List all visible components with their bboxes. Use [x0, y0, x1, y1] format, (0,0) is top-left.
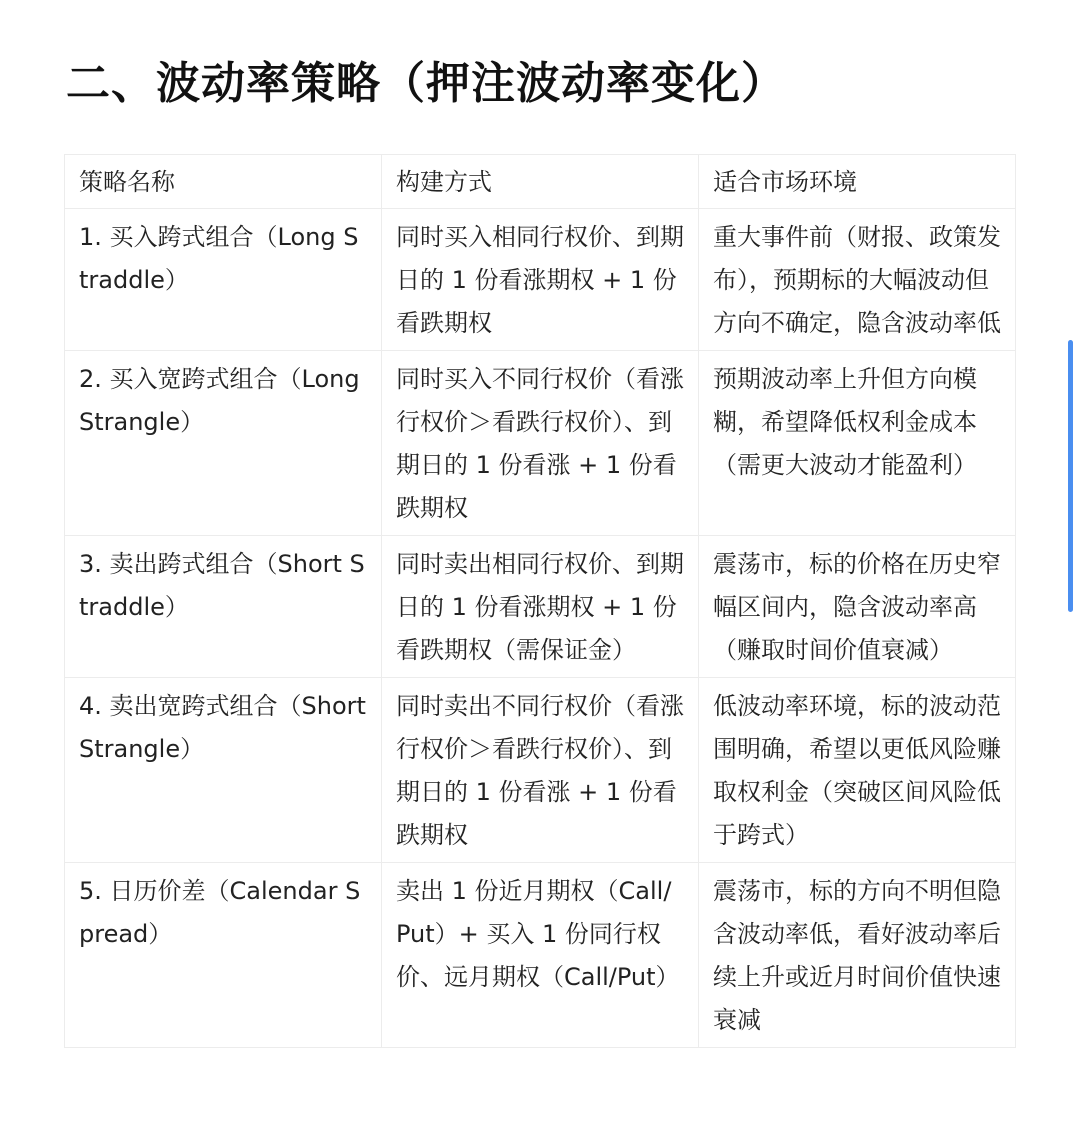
environment-cell: 震荡市，标的价格在历史窄幅区间内，隐含波动率高（赚取时间价值衰减）	[699, 536, 1016, 678]
construction-cell: 同时买入不同行权价（看涨行权价＞看跌行权价）、到期日的 1 份看涨 + 1 份看跌期权	[382, 351, 699, 536]
environment-cell: 重大事件前（财报、政策发布），预期标的大幅波动但方向不确定，隐含波动率低	[699, 209, 1016, 351]
header-strategy-name: 策略名称	[65, 155, 382, 209]
table-row	[65, 863, 1016, 1048]
construction-cell: 卖出 1 份近月期权（Call/Put）+ 买入 1 份同行权价、远月期权（Call/Put）	[382, 863, 699, 1048]
table-row	[65, 678, 1016, 863]
construction-cell: 同时卖出不同行权价（看涨行权价＞看跌行权价）、到期日的 1 份看涨 + 1 份看跌期权	[382, 678, 699, 863]
environment-cell: 震荡市，标的方向不明但隐含波动率低，看好波动率后续上升或近月时间价值快速衰减	[699, 863, 1016, 1048]
header-construction: 构建方式	[382, 155, 699, 209]
strategy-table	[64, 154, 1016, 1048]
strategy-name-cell: 2. 买入宽跨式组合（Long Strangle）	[65, 351, 382, 536]
construction-cell: 同时卖出相同行权价、到期日的 1 份看涨期权 + 1 份看跌期权（需保证金）	[382, 536, 699, 678]
strategy-name-cell: 1. 买入跨式组合（Long Straddle）	[65, 209, 382, 351]
header-market-environment: 适合市场环境	[699, 155, 1016, 209]
page-title: 二、波动率策略（押注波动率变化）	[66, 58, 786, 109]
construction-cell: 同时买入相同行权价、到期日的 1 份看涨期权 + 1 份看跌期权	[382, 209, 699, 351]
environment-cell: 低波动率环境，标的波动范围明确，希望以更低风险赚取权利金（突破区间风险低于跨式）	[699, 678, 1016, 863]
vertical-scrollbar-thumb[interactable]	[1068, 340, 1073, 612]
table-row	[65, 209, 1016, 351]
strategy-name-cell: 3. 卖出跨式组合（Short Straddle）	[65, 536, 382, 678]
table-row	[65, 351, 1016, 536]
strategy-name-cell: 5. 日历价差（Calendar Spread）	[65, 863, 382, 1048]
strategy-name-cell: 4. 卖出宽跨式组合（Short Strangle）	[65, 678, 382, 863]
table-row	[65, 536, 1016, 678]
environment-cell: 预期波动率上升但方向模糊，希望降低权利金成本（需更大波动才能盈利）	[699, 351, 1016, 536]
table-header-row	[65, 155, 1016, 209]
